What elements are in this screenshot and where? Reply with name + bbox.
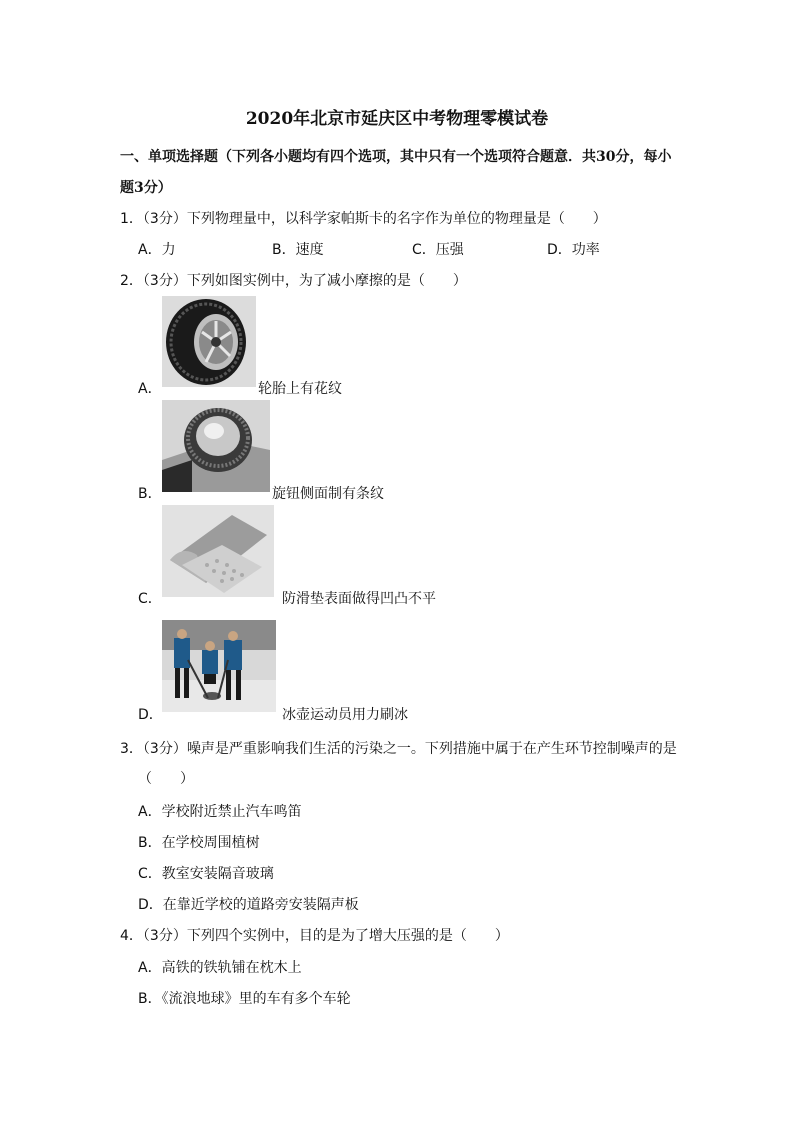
question-2-option-b-letter: B． (138, 486, 162, 502)
question-4-option-b: B．《流浪地球》里的车有多个车轮 (138, 991, 351, 1007)
section-heading-line1: 一、单项选择题（下列各小题均有四个选项，其中只有一个选项符合题意．共30分，每小 (120, 149, 672, 165)
question-2-stem: 2．（3分）下列如图实例中，为了减小摩擦的是（ ） (120, 273, 467, 289)
knob-image (162, 400, 270, 492)
question-3-option-a: A．学校附近禁止汽车鸣笛 (138, 804, 302, 820)
question-3-stem: 3．（3分）噪声是严重影响我们生活的污染之一。下列措施中属于在产生环节控制噪声的是 (120, 741, 677, 757)
question-1-option-b: B．速度 (272, 242, 324, 258)
question-4-stem: 4．（3分）下列四个实例中，目的是为了增大压强的是（ ） (120, 928, 509, 944)
page-title: 2020年北京市延庆区中考物理零模试卷 (245, 109, 549, 129)
question-2-option-a-letter: A． (138, 381, 162, 397)
question-2-option-d-text: 冰壶运动员用力刷冰 (282, 707, 408, 723)
mat-image (162, 505, 274, 597)
question-3-option-d: D．在靠近学校的道路旁安装隔声板 (138, 897, 359, 913)
tire-image (162, 296, 256, 387)
question-2-option-c-text: 防滑垫表面做得凹凸不平 (282, 591, 436, 607)
question-1-option-c: C．压强 (412, 242, 464, 258)
question-2-option-a-text: 轮胎上有花纹 (258, 381, 342, 397)
curling-image (162, 620, 276, 712)
question-1-option-d: D．功率 (547, 242, 600, 258)
question-3-option-b: B．在学校周围植树 (138, 835, 260, 851)
question-2-option-d-letter: D． (138, 707, 163, 723)
question-1-stem: 1．（3分）下列物理量中，以科学家帕斯卡的名字作为单位的物理量是（ ） (120, 211, 607, 227)
question-2-option-c-letter: C． (138, 591, 162, 607)
question-4-option-a: A．高铁的铁轨铺在枕木上 (138, 960, 302, 976)
question-3-option-c: C．教室安装隔音玻璃 (138, 866, 274, 882)
section-heading-line2: 题3分） (120, 180, 172, 196)
question-3-stem-brackets: （ ） (138, 771, 194, 787)
question-1-option-a: A．力 (138, 242, 176, 258)
question-2-option-b-text: 旋钮侧面制有条纹 (272, 486, 384, 502)
